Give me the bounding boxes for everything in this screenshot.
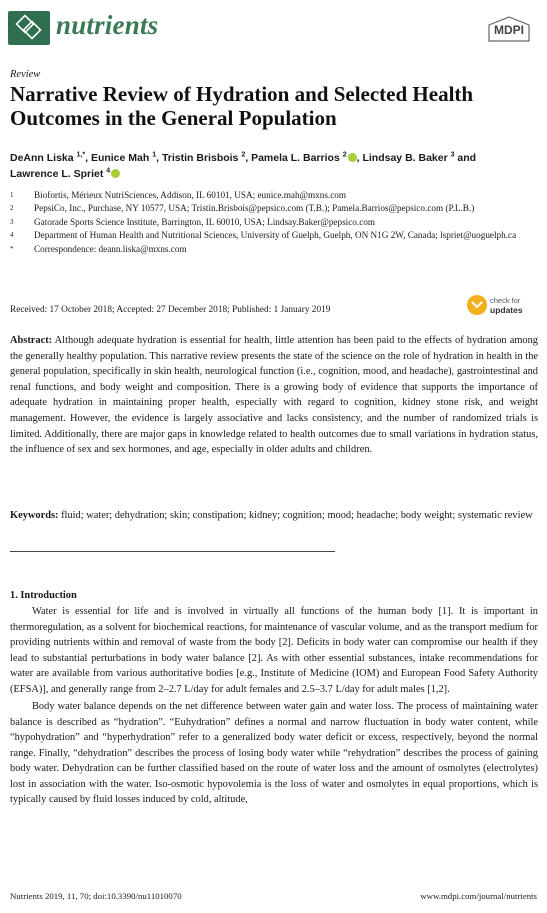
journal-logo-icon <box>8 11 50 45</box>
affiliation-text: Gatorade Sports Science Institute, Barrington, IL 60010, USA; Lindsay.Baker@pepsico.com <box>34 216 376 227</box>
author-superscript: 1 <box>152 151 157 159</box>
affiliation-item <box>10 229 538 242</box>
footer-url[interactable]: www.mdpi.com/journal/nutrients <box>420 891 537 901</box>
author-name[interactable]: Lindsay B. Baker <box>362 152 448 164</box>
affiliation-marker: 3 <box>10 217 14 226</box>
author-superscript: 4 <box>106 167 111 175</box>
orcid-icon[interactable] <box>348 153 357 162</box>
affiliation-marker: 2 <box>10 204 14 213</box>
check-for-updates-badge[interactable] <box>467 294 537 318</box>
author-name[interactable]: Pamela L. Barrios <box>251 152 340 164</box>
author-name[interactable]: DeAnn Liska <box>10 152 74 164</box>
author-list: DeAnn Liska $^{1,*}$, Eunice Mah $^1$, Tristin Brisbois $^2$, Pamela L. Barrios $^2$ , Lindsay B. Baker $^3$ and Lawrence L. Spriet $^4$ <box>10 151 477 180</box>
author-name[interactable]: Eunice Mah <box>90 152 150 164</box>
section-heading: 1. Introduction <box>10 590 77 601</box>
paragraph: Body water balance depends on the net difference between water gain and water loss. The process of maintaining water balance is described as “hydration”. “Euhydration” defines a normal and narrow fluctuation in body water content, while “hypohydration” and “hyperhydration” refer to a generalized body water deficit or excess, respectively, beyond the normal range. Finally, “dehydration” describes the process of losing body water while “rehydration” describes the process of gaining body water. Dehydration can be further classified based on the route of water loss and the amount of osmolytes (electrolytes) lost in association with the water. Iso-osmotic hypovolemia is the loss of water and osmolytes in equal proportions, which is typically caused by fluid losses induced by cold, altitude, <box>10 701 538 805</box>
check-updates-line2: updates <box>490 305 523 315</box>
author-name[interactable]: Tristin Brisbois <box>161 152 239 164</box>
affiliation-item <box>10 216 538 229</box>
author-name[interactable]: Lawrence L. Spriet <box>10 168 104 180</box>
divider <box>10 551 335 552</box>
affiliations <box>10 189 538 256</box>
affiliation-marker: 1 <box>10 191 14 199</box>
article-type: Review <box>10 69 41 80</box>
author-superscript: 2 <box>241 151 246 159</box>
journal-name: nutrients <box>56 10 159 40</box>
affiliation-marker: 4 <box>10 231 14 240</box>
paragraph: Water is essential for life and is involved in virtually all functions of the human body [1]. It is important in thermoregulation, as a solvent for biochemical reactions, for maintenance of vascular volume, and as the transport medium for providing nutrients within and removal of waste from the body [2]. Deficits in body water can compromise our health if they lead to substantial perturbations in body water balance [2]. As with other essential substances, intake recommendations for water are available from various authoritative bodies [e.g., Institute of Medicine (IOM) and European Food Safety Authority (EFSA)], and generally range from 2–2.7 L/day for adult females and 2.5–3.7 L/day for adult males [1,2]. <box>10 606 538 695</box>
keywords-text: fluid; water; dehydration; skin; constipation; kidney; cognition; mood; headache; body weight; systematic review <box>61 510 533 521</box>
keywords <box>10 508 538 524</box>
affiliation-item <box>10 189 538 202</box>
correspondence-text: Correspondence: deann.liska@mxns.com <box>34 243 187 254</box>
author-superscript: 2 <box>342 151 347 159</box>
check-updates-line1: check for <box>490 296 521 305</box>
affiliation-text: Department of Human Health and Nutritional Sciences, University of Guelph, Guelph, ON N1G 2W, Canada; lspriet@uoguelph.ca <box>34 230 517 241</box>
affiliation-item <box>10 243 538 256</box>
abstract-text: Although adequate hydration is essential for health, little attention has been paid to the effects of hydration among the generally healthy population. This narrative review presents the state of the science on the role of hydration in health in the general population, specifically in skin health, neurological function (i.e., cognition, mood, and headache), gastrointestinal and renal functions, and body weight and composition. There is a growing body of evidence that supports the importance of adequate hydration in maintaining proper health, especially with regard to cognition, kidney stone risk, and weight management. However, the evidence is largely associative and lacks consistency, and the number of randomized trials is limited. Additionally, there are major gaps in knowledge related to health outcomes due to small variations in hydration status, the influence of sex and sex hormones, and age, especially in older adults and children. <box>10 335 538 456</box>
check-updates-icon <box>467 295 487 315</box>
article-title: Narrative Review of Hydration and Selected Health Outcomes in the General Population <box>10 82 474 130</box>
publisher-name: MDPI <box>494 23 524 37</box>
footer-citation: Nutrients 2019, 11, 70; doi:10.3390/nu11010070 <box>10 891 182 901</box>
affiliation-text: Biofortis, Mérieux NutriSciences, Addison, IL 60101, USA; eunice.mah@mxns.com <box>34 190 347 200</box>
publication-dates: Received: 17 October 2018; Accepted: 27 December 2018; Published: 1 January 2019 <box>10 305 331 315</box>
orcid-icon[interactable] <box>111 169 120 178</box>
body-text <box>10 604 538 808</box>
journal-logo <box>8 11 50 45</box>
abstract-label: Abstract: <box>10 335 53 346</box>
affiliation-item <box>10 202 538 215</box>
affiliation-marker: * <box>10 244 14 253</box>
author-superscript: 1,* <box>76 151 86 159</box>
author-superscript: 3 <box>450 151 455 159</box>
affiliation-text: PepsiCo, Inc., Purchase, NY 10577, USA; Tristin.Brisbois@pepsico.com (T.B.); Pamela.Barrios@pepsico.com (P.L.B.) <box>34 203 475 214</box>
abstract <box>10 333 538 458</box>
author-conjunction: and <box>457 152 477 164</box>
keywords-label: Keywords: <box>10 510 59 521</box>
mdpi-logo <box>486 15 532 43</box>
